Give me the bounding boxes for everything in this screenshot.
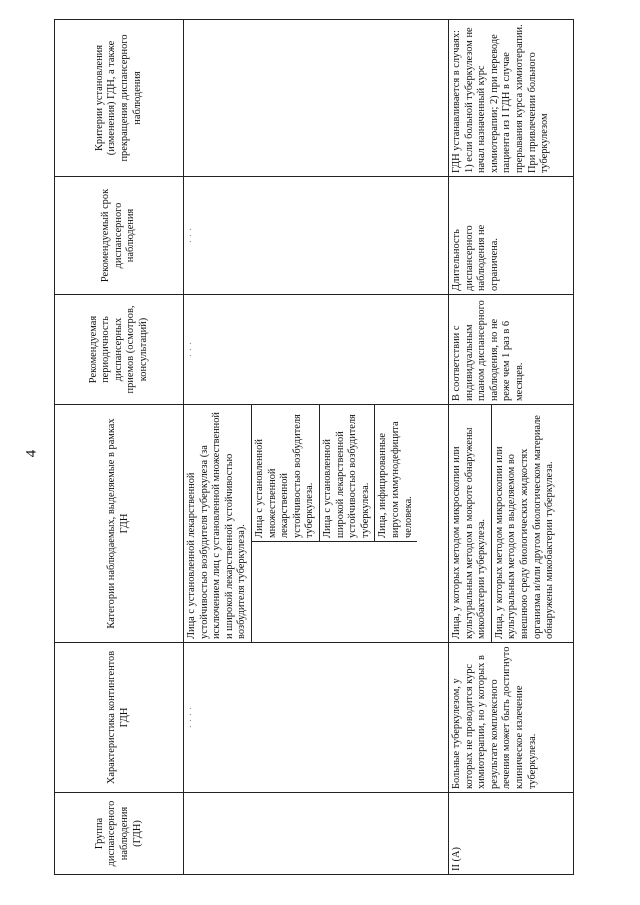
cell-periodicity: В соответствии с индивидуальным планом диспансерного наблюдения, но не реже чем 1 раз в 6 месяцев. [449, 295, 574, 405]
category-item: Лица с установленной множественной лекарственной устойчивостью возбудителя туберкулеза. [252, 405, 320, 542]
cell-characteristic: · · · · [184, 643, 449, 793]
table-row [184, 20, 449, 875]
category-item: Лица с установленной широкой лекарственной устойчивостью возбудителя туберкулеза. [320, 405, 375, 542]
header-characteristic: Характеристика контингентов ГДН [55, 643, 184, 793]
header-duration: Рекомендуемый срок диспансерного наблюдения [55, 177, 184, 295]
category-item: Лица, у которых методом микроскопии или культуральным методом в мокроте обнаружены микобактерии туберкулеза. [449, 405, 492, 642]
cell-periodicity: · · · [184, 295, 449, 405]
dispensary-groups-table [54, 19, 574, 875]
cell-characteristic: Больные туберкулезом, у которых не проводится курс химиотерапии, но у которых в результате комплексного лечения может быть достигнуто клиническое излечение туберкулеза. [449, 643, 574, 793]
cell-categories [184, 405, 449, 643]
cell-group [184, 793, 449, 875]
cell-categories [449, 405, 574, 643]
category-item: Лица, инфицированные вирусом иммунодефицита человека. [375, 405, 417, 542]
header-group: Группа диспансерного наблюдения (ГДН) [55, 793, 184, 875]
cell-criteria [184, 20, 449, 177]
cell-duration: Длительность диспансерного наблюдения не ограничена. [449, 177, 574, 295]
page-number: 4 [23, 449, 40, 458]
header-periodicity: Рекомендуемая периодичность диспансерных приемов (осмотров, консультаций) [55, 295, 184, 405]
cell-group: II (А) [449, 793, 574, 875]
category-item: Лица с установленной лекарственной устойчивостью возбудителя туберкулеза (за исключением лиц с установленной множественной и широкой лекарственной устойчивостью возбудителя туберкулеза). [184, 405, 252, 642]
cell-duration: · · · [184, 177, 449, 295]
header-categories: Категории наблюдаемых, выделяемые в рамках ГДН [55, 405, 184, 643]
rotated-table-wrapper [54, 20, 574, 875]
table-header-row [55, 20, 184, 875]
cell-criteria: ГДН устанавливается в случаях: 1) если больной туберкулезом не начал назначенный курс химиотерапии; 2) при переводе пациента из I ГДН в случае прерывания курса химиотерапии. При привлечении больного туберкулезом [449, 20, 574, 177]
table-row [449, 20, 574, 875]
category-item: Лица, у которых методом микроскопии или культуральным методом в выделяемом во внешнюю среду биологических жидкостях организма и/или другом биологическом материале обнаружены микобактерии туберкулеза. [493, 415, 556, 639]
header-criteria: Критерии установления (изменения) ГДН, а также прекращения диспансерного наблюдения [55, 20, 184, 177]
